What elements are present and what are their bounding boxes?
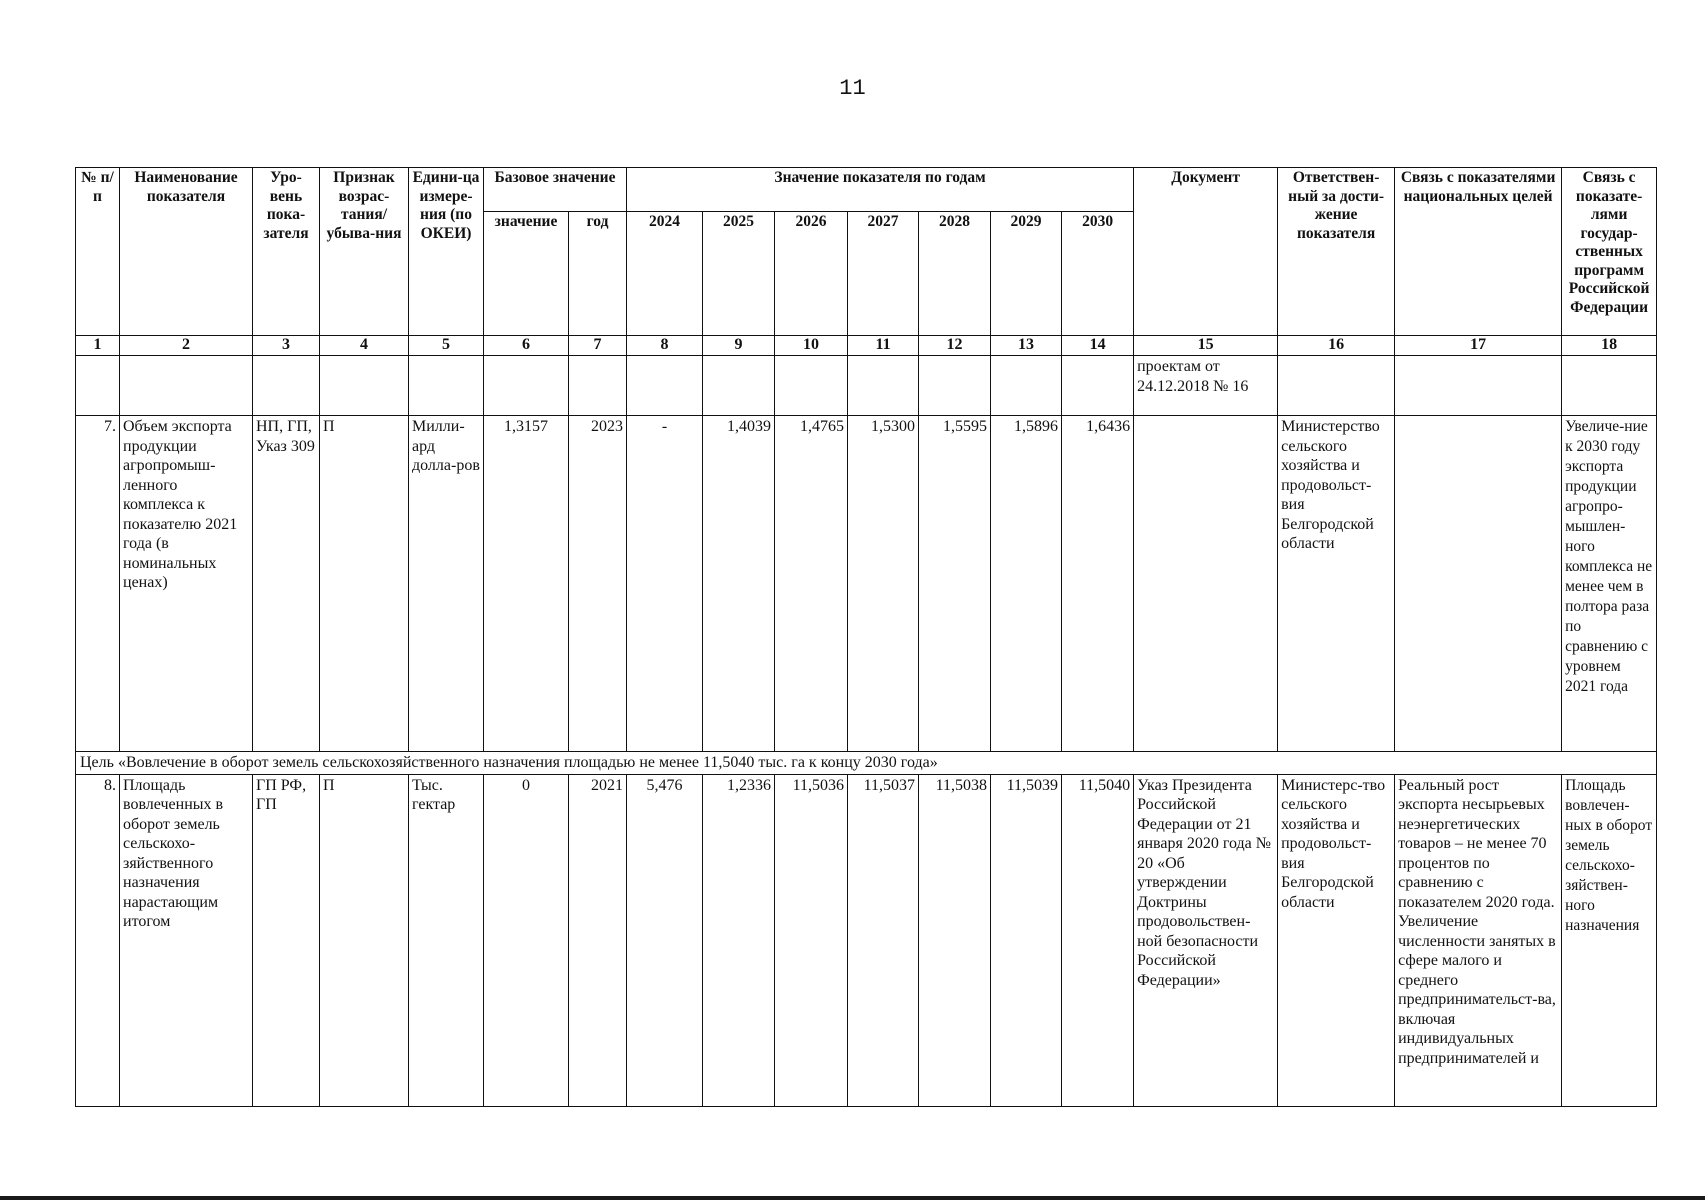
column-number: 6 bbox=[484, 336, 569, 356]
indicator-unit: Тыс. гектар bbox=[409, 774, 484, 1106]
column-number: 13 bbox=[991, 336, 1062, 356]
column-number: 18 bbox=[1562, 336, 1657, 356]
indicator-trend: П bbox=[320, 774, 409, 1106]
column-number: 8 bbox=[627, 336, 703, 356]
indicator-level: НП, ГП, Указ 309 bbox=[253, 416, 320, 752]
goal-text: Цель «Вовлечение в оборот земель сельскохозяйственного назначения площадью не менее 11,5040 тыс. га к концу 2030 года» bbox=[76, 752, 1657, 775]
year-value: 1,4039 bbox=[703, 416, 775, 752]
year-value: 1,5300 bbox=[848, 416, 919, 752]
header-year: 2028 bbox=[919, 212, 991, 336]
header-national-goals: Связь с показателями национальных целей bbox=[1395, 168, 1562, 336]
table-row-8 bbox=[76, 774, 1657, 1106]
continuation-row bbox=[76, 356, 1657, 416]
header-base-value: значение bbox=[484, 212, 569, 336]
header-document: Документ bbox=[1134, 168, 1278, 336]
indicator-name: Объем экспорта продукции агропромыш-ленного комплекса к показателю 2021 года (в номинальных ценах) bbox=[120, 416, 253, 752]
header-year: 2029 bbox=[991, 212, 1062, 336]
continuation-document: проектам от 24.12.2018 № 16 bbox=[1134, 356, 1278, 416]
year-value: 1,4765 bbox=[775, 416, 848, 752]
year-value: 11,5036 bbox=[775, 774, 848, 1106]
header-unit: Едини-ца измере-ния (по ОКЕИ) bbox=[409, 168, 484, 336]
year-value: 5,476 bbox=[627, 774, 703, 1106]
column-number: 5 bbox=[409, 336, 484, 356]
column-number: 12 bbox=[919, 336, 991, 356]
page-number: 11 bbox=[839, 76, 866, 101]
column-number-row bbox=[76, 336, 1657, 356]
document-cell: Указ Президента Российской Федерации от 21 января 2020 года № 20 «Об утверждении Доктрины продовольствен-ной безопасности Российской Федерации» bbox=[1134, 774, 1278, 1106]
header-name: Наименование показателя bbox=[120, 168, 253, 336]
column-number: 1 bbox=[76, 336, 120, 356]
indicator-trend: П bbox=[320, 416, 409, 752]
header-base-year: год bbox=[569, 212, 627, 336]
column-number: 2 bbox=[120, 336, 253, 356]
document-cell bbox=[1134, 416, 1278, 752]
row-number: 8. bbox=[76, 774, 120, 1106]
year-value: 1,6436 bbox=[1062, 416, 1134, 752]
header-responsible: Ответствен-ный за дости-жение показателя bbox=[1278, 168, 1395, 336]
column-number: 11 bbox=[848, 336, 919, 356]
column-number: 7 bbox=[569, 336, 627, 356]
header-year: 2030 bbox=[1062, 212, 1134, 336]
base-year: 2021 bbox=[569, 774, 627, 1106]
indicator-level: ГП РФ, ГП bbox=[253, 774, 320, 1106]
year-value: 11,5040 bbox=[1062, 774, 1134, 1106]
year-value: - bbox=[627, 416, 703, 752]
scan-bottom-edge bbox=[0, 1196, 1705, 1200]
column-number: 4 bbox=[320, 336, 409, 356]
responsible-cell: Министерство сельского хозяйства и продовольст-вия Белгородской области bbox=[1278, 416, 1395, 752]
column-number: 15 bbox=[1134, 336, 1278, 356]
state-programs-cell: Увеличе-ние к 2030 году экспорта продукции агропро-мышлен-ного комплекса не менее чем в полтора раза по сравнению с уровнем 2021 года bbox=[1562, 416, 1657, 752]
column-number: 14 bbox=[1062, 336, 1134, 356]
header-num: № п/п bbox=[76, 168, 120, 336]
base-value: 0 bbox=[484, 774, 569, 1106]
year-value: 11,5039 bbox=[991, 774, 1062, 1106]
row-number: 7. bbox=[76, 416, 120, 752]
header-year: 2024 bbox=[627, 212, 703, 336]
header-year: 2027 bbox=[848, 212, 919, 336]
column-number: 17 bbox=[1395, 336, 1562, 356]
year-value: 1,5595 bbox=[919, 416, 991, 752]
year-value: 11,5038 bbox=[919, 774, 991, 1106]
base-year: 2023 bbox=[569, 416, 627, 752]
indicator-unit: Милли-ард долла-ров bbox=[409, 416, 484, 752]
national-goals-cell bbox=[1395, 416, 1562, 752]
column-number: 16 bbox=[1278, 336, 1395, 356]
header-level: Уро-вень пока-зателя bbox=[253, 168, 320, 336]
header-year: 2025 bbox=[703, 212, 775, 336]
header-state-programs: Связь с показате-лями государ-ственных программ Российской Федерации bbox=[1562, 168, 1657, 336]
header-by-years: Значение показателя по годам bbox=[627, 168, 1134, 212]
state-programs-cell: Площадь вовлечен-ных в оборот земель сельскохо-зяйствен-ного назначения bbox=[1562, 774, 1657, 1106]
year-value: 11,5037 bbox=[848, 774, 919, 1106]
table-row-7 bbox=[76, 416, 1657, 752]
indicators-table bbox=[75, 167, 1657, 1107]
national-goals-cell: Реальный рост экспорта несырьевых неэнергетических товаров – не менее 70 процентов по сравнению с показателем 2020 года. Увеличение численности занятых в сфере малого и среднего предпринимательст-ва, включая индивидуальных предпринимателей и bbox=[1395, 774, 1562, 1106]
header-base: Базовое значение bbox=[484, 168, 627, 212]
column-number: 10 bbox=[775, 336, 848, 356]
header-year: 2026 bbox=[775, 212, 848, 336]
header-trend: Признак возрас-тания/ убыва-ния bbox=[320, 168, 409, 336]
column-number: 3 bbox=[253, 336, 320, 356]
column-number: 9 bbox=[703, 336, 775, 356]
year-value: 1,2336 bbox=[703, 774, 775, 1106]
year-value: 1,5896 bbox=[991, 416, 1062, 752]
responsible-cell: Министерс-тво сельского хозяйства и продовольст-вия Белгородской области bbox=[1278, 774, 1395, 1106]
base-value: 1,3157 bbox=[484, 416, 569, 752]
header-row-1 bbox=[76, 168, 1657, 212]
goal-row bbox=[76, 752, 1657, 775]
indicator-name: Площадь вовлеченных в оборот земель сельскохо-зяйственного назначения нарастающим итогом bbox=[120, 774, 253, 1106]
